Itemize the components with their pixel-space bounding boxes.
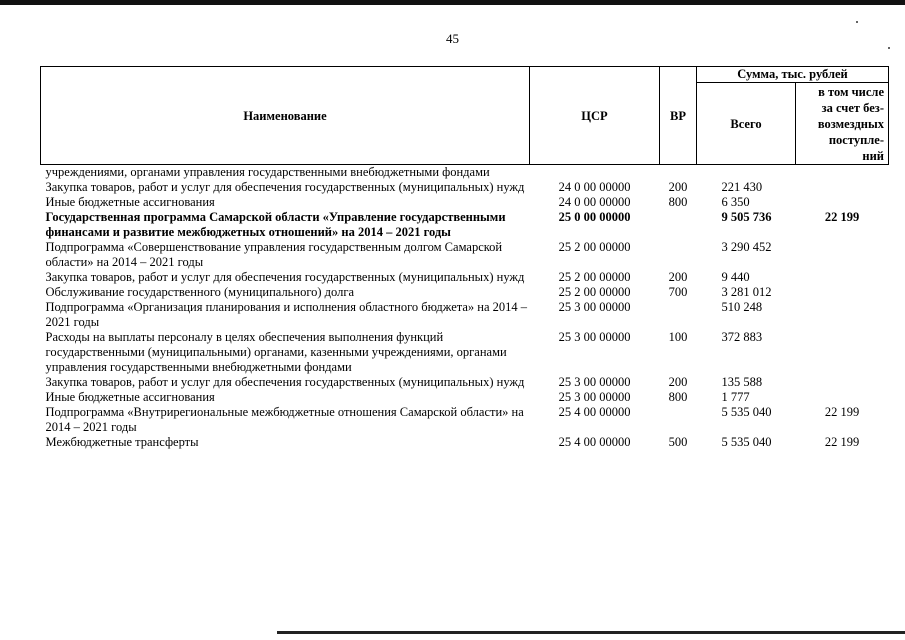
cell-total: 9 440 xyxy=(721,270,750,284)
cell-vr: 200 xyxy=(668,180,688,194)
cell-total: 372 883 xyxy=(721,330,763,344)
scan-speck xyxy=(856,21,858,23)
cell-name: Межбюджетные трансферты xyxy=(45,435,199,449)
header-total: Всего xyxy=(697,83,796,165)
cell-grant xyxy=(796,195,889,210)
scan-top-border xyxy=(0,0,905,5)
header-including: в том числе за счет без- возмездных поступле- ний xyxy=(796,83,889,165)
table-row xyxy=(41,405,889,435)
cell-name: Иные бюджетные ассигнования xyxy=(45,195,215,209)
header-vr: ВР xyxy=(660,67,697,165)
cell-csr: 25 3 00 00000 xyxy=(558,330,631,344)
cell-total: 135 588 xyxy=(721,375,763,389)
cell-grant xyxy=(796,390,889,405)
cell-name: Закупка товаров, работ и услуг для обеспечения государственных (муниципальных) нужд xyxy=(45,180,525,194)
cell-vr: 200 xyxy=(668,375,688,389)
cell-total: 3 281 012 xyxy=(721,285,772,299)
cell-vr: 200 xyxy=(668,270,688,284)
cell-csr: 25 3 00 00000 xyxy=(558,390,631,404)
cell-vr: 800 xyxy=(668,195,688,209)
cell-vr: 100 xyxy=(668,330,688,344)
table-row xyxy=(41,165,889,181)
table-row xyxy=(41,240,889,270)
cell-grant xyxy=(796,240,889,270)
header-csr: ЦСР xyxy=(530,67,660,165)
cell-grant xyxy=(796,375,889,390)
table-row xyxy=(41,300,889,330)
cell-total: 5 535 040 xyxy=(721,435,772,449)
cell-grant xyxy=(796,300,889,330)
header-sum: Сумма, тыс. рублей xyxy=(697,67,889,83)
page-number: 45 xyxy=(446,31,459,46)
table-row xyxy=(41,390,889,405)
cell-csr: 25 2 00 00000 xyxy=(558,270,631,284)
cell-vr xyxy=(660,165,697,181)
cell-vr xyxy=(660,210,697,240)
cell-grant xyxy=(796,165,889,181)
cell-total xyxy=(697,165,796,181)
table-row xyxy=(41,285,889,300)
cell-csr: 25 0 00 00000 xyxy=(558,210,631,224)
cell-total: 3 290 452 xyxy=(721,240,772,254)
cell-grant xyxy=(796,180,889,195)
cell-csr: 25 3 00 00000 xyxy=(558,300,631,314)
cell-name: Закупка товаров, работ и услуг для обеспечения государственных (муниципальных) нужд xyxy=(45,375,525,389)
cell-csr: 24 0 00 00000 xyxy=(558,180,631,194)
cell-vr xyxy=(660,240,697,270)
cell-total: 1 777 xyxy=(721,390,750,404)
cell-csr: 25 2 00 00000 xyxy=(558,285,631,299)
cell-csr: 25 4 00 00000 xyxy=(558,435,631,449)
cell-name: Государственная программа Самарской области «Управление государственными финансами и развитие межбюджетных отношений» на 2014 – 2021 годы xyxy=(45,210,506,239)
cell-vr: 800 xyxy=(668,390,688,404)
cell-total: 6 350 xyxy=(721,195,750,209)
cell-grant: 22 199 xyxy=(824,405,860,419)
cell-grant: 22 199 xyxy=(824,210,860,224)
cell-name: Подпрограмма «Совершенствование управления государственным долгом Самарской области» на 2014 – 2021 годы xyxy=(45,240,503,269)
table-row xyxy=(41,195,889,210)
header-name: Наименование xyxy=(41,67,530,165)
cell-name: Подпрограмма «Внутрирегиональные межбюджетные отношения Самарской области» на 2014 – 2021 годы xyxy=(45,405,524,434)
cell-csr xyxy=(530,165,660,181)
cell-name: Иные бюджетные ассигнования xyxy=(45,390,215,404)
cell-csr: 25 3 00 00000 xyxy=(558,375,631,389)
table-row xyxy=(41,375,889,390)
cell-vr xyxy=(660,300,697,330)
cell-total: 5 535 040 xyxy=(721,405,772,419)
table-row xyxy=(41,210,889,240)
cell-vr: 500 xyxy=(668,435,688,449)
cell-grant xyxy=(796,285,889,300)
table-row xyxy=(41,180,889,195)
cell-name: Закупка товаров, работ и услуг для обеспечения государственных (муниципальных) нужд xyxy=(45,270,525,284)
cell-name: учреждениями, органами управления государственными внебюджетными фондами xyxy=(45,165,490,179)
cell-csr: 24 0 00 00000 xyxy=(558,195,631,209)
cell-vr: 700 xyxy=(668,285,688,299)
table-body xyxy=(41,165,889,451)
cell-name: Обслуживание государственного (муниципального) долга xyxy=(45,285,355,299)
cell-csr: 25 2 00 00000 xyxy=(558,240,631,254)
scan-bottom-rule xyxy=(277,631,905,634)
budget-table xyxy=(40,66,889,450)
cell-total: 510 248 xyxy=(721,300,763,314)
cell-name: Расходы на выплаты персоналу в целях обеспечения выполнения функций государственными (муниципальными) органами, казенными учреждениями, органами управления государственными внебюджетными фондами xyxy=(45,330,507,374)
table-header xyxy=(41,67,889,165)
table-row xyxy=(41,435,889,450)
scan-speck xyxy=(888,47,890,49)
cell-total: 221 430 xyxy=(721,180,763,194)
cell-grant xyxy=(796,330,889,375)
table-row xyxy=(41,330,889,375)
table-row xyxy=(41,270,889,285)
cell-grant: 22 199 xyxy=(824,435,860,449)
cell-csr: 25 4 00 00000 xyxy=(558,405,631,419)
cell-grant xyxy=(796,270,889,285)
cell-name: Подпрограмма «Организация планирования и исполнения областного бюджета» на 2014 – 2021 годы xyxy=(45,300,528,329)
cell-vr xyxy=(660,405,697,435)
cell-total: 9 505 736 xyxy=(721,210,772,224)
